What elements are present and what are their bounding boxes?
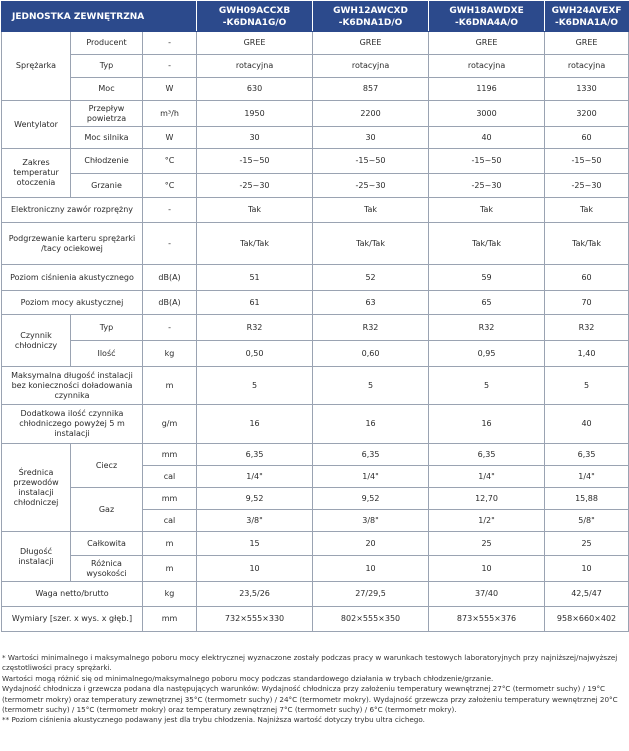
- value-cell: 10: [429, 556, 545, 582]
- value-cell: Tak/Tak: [197, 223, 313, 265]
- spec-table: [1, 1, 629, 632]
- table-row: [2, 55, 629, 78]
- value-cell: 6,35: [545, 444, 629, 466]
- group-temp-range: Zakres temperatur otoczenia: [2, 149, 71, 198]
- value-cell: rotacyjna: [429, 55, 545, 78]
- row-unit: dB(A): [143, 291, 197, 315]
- value-cell: 25: [429, 532, 545, 556]
- row-label: Typ: [71, 55, 143, 78]
- value-cell: 0,60: [313, 341, 429, 367]
- value-cell: 37/40: [429, 582, 545, 607]
- value-cell: 1196: [429, 78, 545, 101]
- row-unit: m³/h: [143, 101, 197, 127]
- model-header-4: GWH24AVEXF -K6DNA1A/O: [545, 2, 629, 32]
- value-cell: 1/4": [429, 466, 545, 488]
- value-cell: -15~50: [313, 149, 429, 174]
- value-cell: 10: [545, 556, 629, 582]
- value-cell: 1,40: [545, 341, 629, 367]
- value-cell: Tak/Tak: [429, 223, 545, 265]
- value-cell: -25~30: [429, 174, 545, 198]
- value-cell: Tak/Tak: [545, 223, 629, 265]
- value-cell: 16: [197, 405, 313, 444]
- model-header-3: GWH18AWDXE -K6DNA4A/O: [429, 2, 545, 32]
- value-cell: 9,52: [197, 488, 313, 510]
- row-label: Waga netto/brutto: [2, 582, 143, 607]
- table-row: [2, 198, 629, 223]
- value-cell: GREE: [545, 32, 629, 55]
- table-row: [2, 127, 629, 149]
- value-cell: Tak/Tak: [313, 223, 429, 265]
- row-unit: m: [143, 556, 197, 582]
- row-label: Podgrzewanie karteru sprężarki /tacy ociekowej: [2, 223, 143, 265]
- value-cell: 51: [197, 265, 313, 291]
- value-cell: 42,5/47: [545, 582, 629, 607]
- table-row: [2, 532, 629, 556]
- row-label: Całkowita: [71, 532, 143, 556]
- value-cell: 5: [429, 367, 545, 405]
- value-cell: Tak: [313, 198, 429, 223]
- value-cell: 63: [313, 291, 429, 315]
- row-label: Przepływ powietrza: [71, 101, 143, 127]
- row-unit: g/m: [143, 405, 197, 444]
- row-unit: -: [143, 223, 197, 265]
- model-header-2: GWH12AWCXD -K6DNA1D/O: [313, 2, 429, 32]
- table-row: [2, 149, 629, 174]
- row-unit: mm: [143, 444, 197, 466]
- row-unit: kg: [143, 582, 197, 607]
- footnotes: [0, 653, 629, 726]
- row-unit: cal: [143, 510, 197, 532]
- footnote: Wydajność chłodnicza i grzewcza podana dla następujących warunków: Wydajność chłodnicza przy założeniu temperatury wewnętrznej 27°C (termometr suchy) / 19°C (termometr mokry) oraz temperatury zewnętrznej 35°C (termometr suchy) / 24°C (termometr mokry). Wydajność grzewcza przy założeniu temperatury wewnętrznej 20°C (termometr suchy) / 15°C (termometr mokry) oraz temperatury zewnętrznej 7°C (termometr suchy) / 6°C (termometr mokry).: [2, 684, 618, 715]
- value-cell: 732×555×330: [197, 607, 313, 632]
- value-cell: 16: [313, 405, 429, 444]
- value-cell: rotacyjna: [197, 55, 313, 78]
- value-cell: 857: [313, 78, 429, 101]
- value-cell: Tak: [545, 198, 629, 223]
- table-row: [2, 101, 629, 127]
- value-cell: 3200: [545, 101, 629, 127]
- value-cell: Tak: [197, 198, 313, 223]
- value-cell: 1950: [197, 101, 313, 127]
- value-cell: 802×555×350: [313, 607, 429, 632]
- table-row: [2, 444, 629, 466]
- value-cell: 27/29,5: [313, 582, 429, 607]
- value-cell: rotacyjna: [545, 55, 629, 78]
- value-cell: 630: [197, 78, 313, 101]
- value-cell: 60: [545, 127, 629, 149]
- value-cell: 61: [197, 291, 313, 315]
- row-label: Dodatkowa ilość czynnika chłodniczego powyżej 5 m instalacji: [2, 405, 143, 444]
- value-cell: 5: [313, 367, 429, 405]
- value-cell: 9,52: [313, 488, 429, 510]
- group-refrigerant: Czynnik chłodniczy: [2, 315, 71, 367]
- row-label: Chłodzenie: [71, 149, 143, 174]
- value-cell: 3/8": [197, 510, 313, 532]
- row-unit: m: [143, 367, 197, 405]
- value-cell: 1330: [545, 78, 629, 101]
- value-cell: 10: [313, 556, 429, 582]
- row-unit: W: [143, 127, 197, 149]
- row-unit: -: [143, 315, 197, 341]
- table-row: [2, 315, 629, 341]
- table-row: [2, 223, 629, 265]
- row-unit: W: [143, 78, 197, 101]
- row-unit: mm: [143, 607, 197, 632]
- group-pipe-diameter: Średnica przewodów instalacji chłodniczej: [2, 444, 71, 532]
- value-cell: 30: [197, 127, 313, 149]
- value-cell: R32: [313, 315, 429, 341]
- value-cell: GREE: [429, 32, 545, 55]
- row-label: Różnica wysokości: [71, 556, 143, 582]
- table-row: [2, 488, 629, 510]
- value-cell: 25: [545, 532, 629, 556]
- value-cell: 65: [429, 291, 545, 315]
- value-cell: 52: [313, 265, 429, 291]
- value-cell: 60: [545, 265, 629, 291]
- value-cell: -15~50: [545, 149, 629, 174]
- value-cell: 3000: [429, 101, 545, 127]
- value-cell: Tak: [429, 198, 545, 223]
- row-unit: -: [143, 32, 197, 55]
- group-compressor: Sprężarka: [2, 32, 71, 101]
- row-label: Typ: [71, 315, 143, 341]
- footnote: ** Poziom ciśnienia akustycznego podawany jest dla trybu chłodzenia. Najniższa wartość dotyczy trybu ultra cichego.: [2, 715, 425, 725]
- row-unit: kg: [143, 341, 197, 367]
- row-label-liquid: Ciecz: [71, 444, 143, 488]
- table-row: [2, 78, 629, 101]
- row-label: Moc: [71, 78, 143, 101]
- table-row: [2, 582, 629, 607]
- table-row: [2, 174, 629, 198]
- table-row: [2, 556, 629, 582]
- row-unit: °C: [143, 149, 197, 174]
- spec-sheet: [0, 1, 629, 725]
- value-cell: 20: [313, 532, 429, 556]
- row-unit: cal: [143, 466, 197, 488]
- row-label: Producent: [71, 32, 143, 55]
- value-cell: 0,50: [197, 341, 313, 367]
- value-cell: 1/2": [429, 510, 545, 532]
- value-cell: 10: [197, 556, 313, 582]
- row-label: Elektroniczny zawór rozprężny: [2, 198, 143, 223]
- value-cell: GREE: [197, 32, 313, 55]
- header-row: [2, 2, 629, 32]
- value-cell: -25~30: [197, 174, 313, 198]
- footnote: Wartości mogą różnić się od minimalnego/maksymalnego poboru mocy podczas standardowego działania w trybach chłodzenie/grzanie.: [2, 673, 494, 683]
- model-header-1: GWH09ACCXB -K6DNA1G/O: [197, 2, 313, 32]
- value-cell: -15~50: [197, 149, 313, 174]
- value-cell: 1/4": [197, 466, 313, 488]
- value-cell: 15: [197, 532, 313, 556]
- value-cell: -15~50: [429, 149, 545, 174]
- row-unit: dB(A): [143, 265, 197, 291]
- value-cell: 30: [313, 127, 429, 149]
- value-cell: R32: [545, 315, 629, 341]
- value-cell: 6,35: [429, 444, 545, 466]
- table-row: [2, 341, 629, 367]
- value-cell: 873×555×376: [429, 607, 545, 632]
- value-cell: 5/8": [545, 510, 629, 532]
- value-cell: 15,88: [545, 488, 629, 510]
- value-cell: 70: [545, 291, 629, 315]
- value-cell: R32: [429, 315, 545, 341]
- value-cell: 6,35: [197, 444, 313, 466]
- row-label: Moc silnika: [71, 127, 143, 149]
- value-cell: rotacyjna: [313, 55, 429, 78]
- value-cell: 958×660×402: [545, 607, 629, 632]
- value-cell: 1/4": [313, 466, 429, 488]
- table-row: [2, 405, 629, 444]
- value-cell: GREE: [313, 32, 429, 55]
- table-row: [2, 367, 629, 405]
- group-fan: Wentylator: [2, 101, 71, 149]
- value-cell: -25~30: [313, 174, 429, 198]
- row-label: Poziom ciśnienia akustycznego: [2, 265, 143, 291]
- value-cell: 16: [429, 405, 545, 444]
- row-label: Ilość: [71, 341, 143, 367]
- value-cell: 5: [545, 367, 629, 405]
- row-label: Poziom mocy akustycznej: [2, 291, 143, 315]
- row-label-gas: Gaz: [71, 488, 143, 532]
- value-cell: 12,70: [429, 488, 545, 510]
- table-row: [2, 32, 629, 55]
- value-cell: 1/4": [545, 466, 629, 488]
- row-unit: -: [143, 198, 197, 223]
- group-install-length: Długość instalacji: [2, 532, 71, 582]
- row-label: Wymiary [szer. x wys. x głęb.]: [2, 607, 143, 632]
- value-cell: 6,35: [313, 444, 429, 466]
- value-cell: 0,95: [429, 341, 545, 367]
- footnote: * Wartości minimalnego i maksymalnego poboru mocy elektrycznej wyznaczone zostały podczas pracy w warunkach testowych laboratoryjnych przy najniższej/najwyższej częstotliwości pracy sprężarki.: [2, 653, 618, 673]
- value-cell: 5: [197, 367, 313, 405]
- table-row: [2, 291, 629, 315]
- value-cell: 40: [429, 127, 545, 149]
- value-cell: 3/8": [313, 510, 429, 532]
- value-cell: 59: [429, 265, 545, 291]
- value-cell: 40: [545, 405, 629, 444]
- row-unit: m: [143, 532, 197, 556]
- value-cell: -25~30: [545, 174, 629, 198]
- row-unit: mm: [143, 488, 197, 510]
- row-unit: °C: [143, 174, 197, 198]
- row-label: Grzanie: [71, 174, 143, 198]
- value-cell: 23,5/26: [197, 582, 313, 607]
- row-label: Maksymalna długość instalacji bez konieczności doładowania czynnika: [2, 367, 143, 405]
- table-title: JEDNOSTKA ZEWNĘTRZNA: [2, 2, 197, 32]
- table-row: [2, 607, 629, 632]
- value-cell: R32: [197, 315, 313, 341]
- table-row: [2, 265, 629, 291]
- value-cell: 2200: [313, 101, 429, 127]
- row-unit: -: [143, 55, 197, 78]
